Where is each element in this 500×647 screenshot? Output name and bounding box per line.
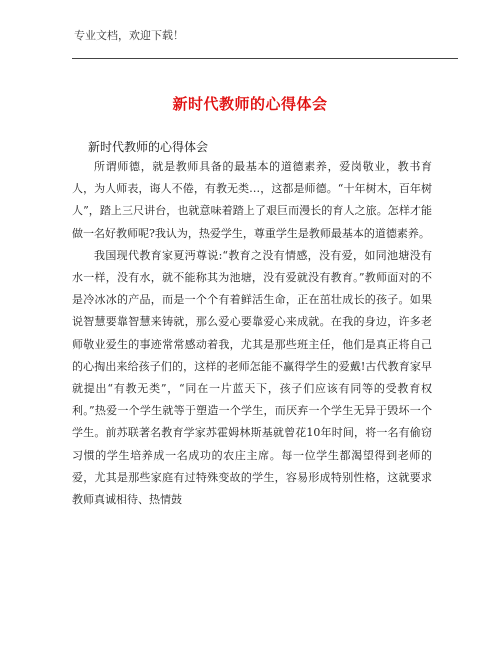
header-note: 专业文档，欢迎下载！ xyxy=(74,29,184,42)
document-subtitle: 新时代教师的心得体会 xyxy=(88,140,209,154)
paragraph: 我国现代教育家夏沔尊说:“教育之没有情感，没有爱，如同池塘没有水一样，没有水，就不能称其为池塘，没有爱就没有教育。”教师面对的不是冷冰冰的产品，而是一个个有着鲜活生命，正在茁壮成长的孩子。如果说智慧要靠智慧来铸就，那么爱心要靠爱心来成就。在我的身边，许多老师敬业爱生的事迹常常感动着我，尤其是那些班主任，他们是真正将自己的心掏出来给孩子们的，这样的老师怎能不赢得学生的爱戴!古代教育家早就提出“有教无类”，“同在一片蓝天下，孩子们应该有同等的受教育权利。”热爱一个学生就等于塑造一个学生，而厌弃一个学生无异于毁坏一个学生。前苏联著名教育学家苏霍姆林斯基就曾花10年时间，将一名有偷窃习惯的学生培养成一名成功的农庄主席。每一位学生都渴望得到老师的爱，尤其是那些家庭有过特殊变故的学生，容易形成特别性格，这就要求教师真诚相待、热情鼓 xyxy=(72,248,432,507)
paragraph: 所谓师德，就是教师具备的最基本的道德素养，爱岗敬业，教书育人，为人师表，诲人不倦，有教无类…，这都是师德。“十年树木，百年树人”，踏上三尺讲台，也就意味着踏上了艰巨而漫长的育人之旅。怎样才能做一名好教师呢?我认为，热爱学生，尊重学生是教师最基本的道德素养。 xyxy=(72,160,432,240)
document-title: 新时代教师的心得体会 xyxy=(172,95,328,113)
header-divider xyxy=(72,58,458,59)
document-body xyxy=(72,156,432,511)
